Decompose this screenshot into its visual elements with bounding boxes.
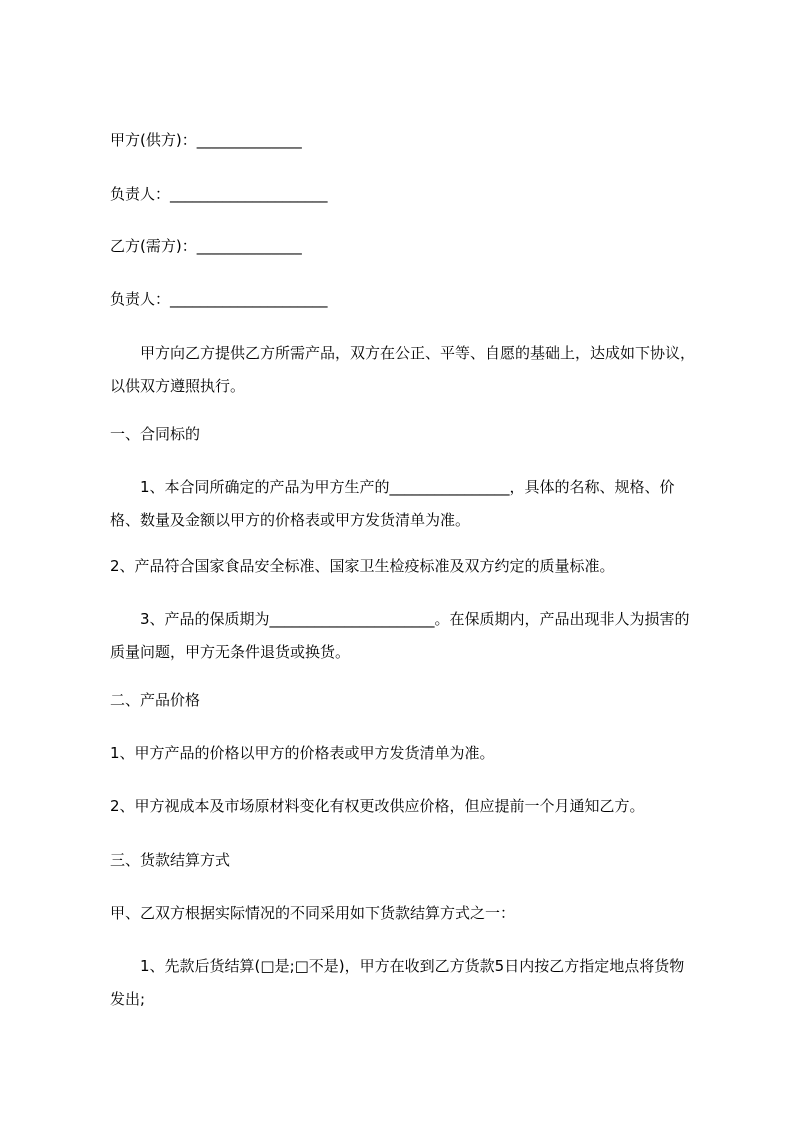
section1-title: 一、合同标的 [110,425,201,443]
party-a-rep-line: 负责人：_____________________ [110,185,328,203]
section2-item1: 1、甲方产品的价格以甲方的价格表或甲方发货清单为准。 [110,744,495,762]
section1-item1: 1、本合同所确定的产品为甲方生产的________________，具体的名称、规格、价格、数量及金额以甲方的价格表或甲方发货清单为准。 [110,478,675,529]
section2-item2: 2、甲方视成本及市场原材料变化有权更改供应价格，但应提前一个月通知乙方。 [110,797,645,815]
intro-paragraph: 甲方向乙方提供乙方所需产品，双方在公正、平等、自愿的基础上，达成如下协议，以供双方遵照执行。 [110,344,696,395]
party-b-rep-line: 负责人：_____________________ [110,290,328,308]
party-b-line: 乙方(需方)：______________ [110,237,302,255]
section2-title: 二、产品价格 [110,691,201,709]
section3-item1: 1、先款后货结算(□是;□不是)，甲方在收到乙方货款5日内按乙方指定地点将货物发出; [110,957,685,1008]
section3-lead: 甲、乙双方根据实际情况的不同采用如下货款结算方式之一： [110,904,516,922]
party-a-line: 甲方(供方)：______________ [110,131,302,149]
section1-item2: 2、产品符合国家食品安全标准、国家卫生检疫标准及双方约定的质量标准。 [110,557,615,575]
section3-title: 三、货款结算方式 [110,851,231,869]
section1-item3: 3、产品的保质期为______________________。在保质期内，产品出现非人为损害的质量问题，甲方无条件退货或换货。 [110,610,690,661]
